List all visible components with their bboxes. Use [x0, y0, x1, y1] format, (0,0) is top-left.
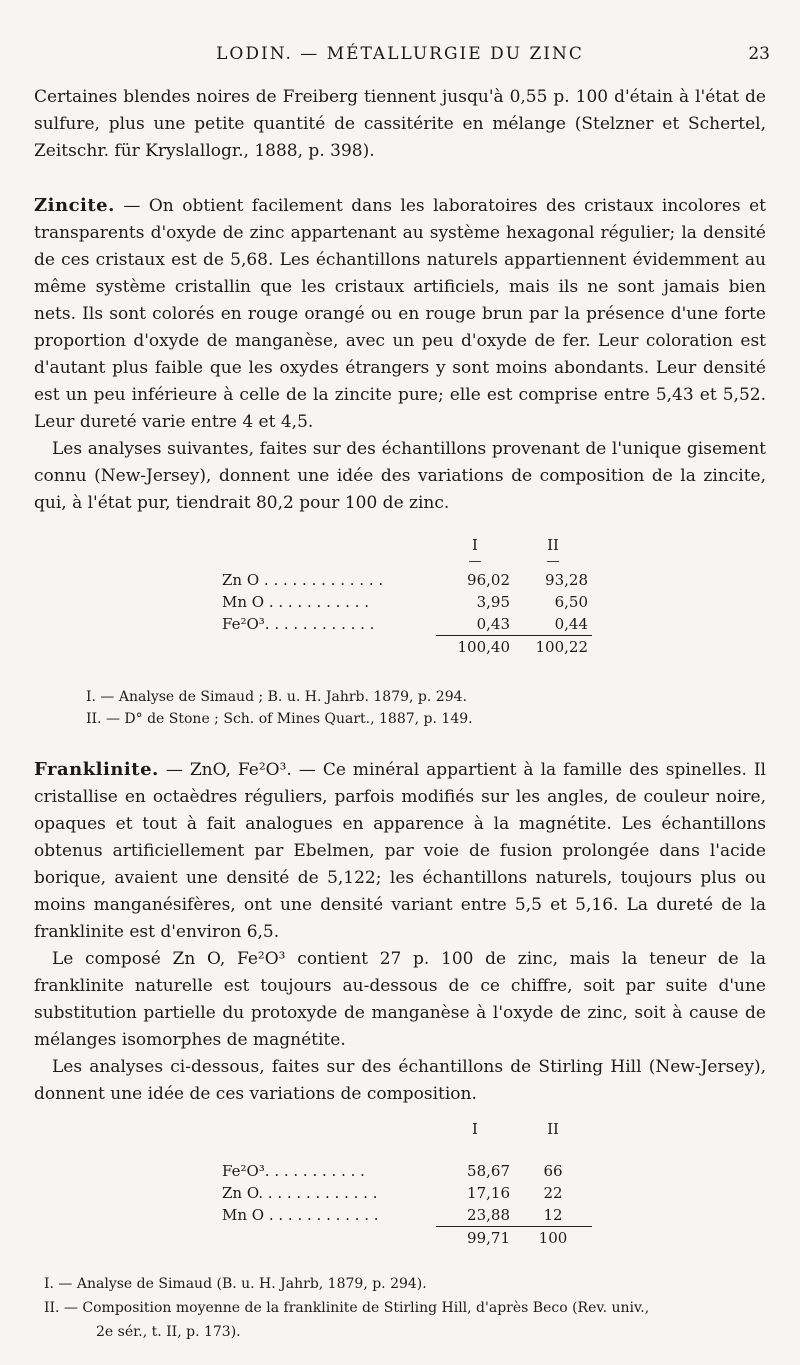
zincite-footnotes: [86, 686, 473, 730]
zincite-dash-2: —: [546, 554, 560, 569]
table-total-row: [218, 636, 592, 659]
franklinite-term: Franklinite.: [34, 759, 159, 780]
table-row: [218, 1160, 592, 1182]
table-total-row: [218, 1227, 592, 1250]
franklinite-paragraph-2: Le composé Zn O, Fe²O³ contient 27 p. 100 de zinc, mais la teneur de la franklinite naturelle est toujours au-dessous de ce chiffre, soit par suite d'une substitution partielle du protoxyde de manganèse à l'oxyde de zinc, soit à cause de mélanges isomorphes de magnétite.: [34, 949, 766, 1050]
zincite-dash-1: —: [468, 554, 482, 569]
row-label: Zn O . . . . . . . . . . . . .: [222, 571, 384, 589]
zincite-paragraph-1-text: — On obtient facilement dans les laboratoires des cristaux incolores et transparents d'oxyde de zinc appartenant au système hexagonal régulier; la densité de ces cristaux est de 5,68. Les échantillons naturels appartiennent évidemment au même système cristallin que les cristaux artificiels, mais ils ne sont jamais bien nets. Ils sont colorés en rouge orangé ou en rouge brun par la présence d'une forte proportion d'oxyde de manganèse, avec un peu d'oxyde de fer. Leur coloration est d'autant plus faible que les oxydes étrangers y sont moins abondants. Leur densité est un peu inférieure à celle de la zincite pure; elle est comprise entre 5,43 et 5,52. Leur dureté varie entre 4 et 4,5.: [34, 196, 766, 432]
row-value: 3,95: [476, 593, 510, 611]
intro-paragraph: Certaines blendes noires de Freiberg tiennent jusqu'à 0,55 p. 100 d'étain à l'état de sulfure, plus une petite quantité de cassitérite en mélange (Stelzner et Schertel, Zeitschr. für Kryslallogr., 1888, p. 398).: [34, 87, 766, 161]
row-label: Mn O . . . . . . . . . . . .: [222, 1206, 379, 1225]
row-label: Fe²O³. . . . . . . . . . . .: [222, 615, 375, 634]
row-label: Zn O. . . . . . . . . . . . .: [222, 1184, 378, 1202]
total-value: 99,71: [436, 1227, 514, 1250]
row-value: 66: [543, 1162, 563, 1180]
footnote: I. — Analyse de Simaud (B. u. H. Jahrb, 1879, p. 294).: [44, 1276, 427, 1292]
row-value: 58,67: [467, 1162, 510, 1180]
table-row: [218, 569, 592, 591]
franklinite-footnotes: [44, 1272, 774, 1344]
total-value: 100: [514, 1227, 592, 1250]
franklinite-col-header-2: II: [547, 1120, 559, 1138]
franklinite-paragraph-1: [34, 756, 766, 946]
zincite-col-header-2: II: [547, 536, 559, 554]
zincite-term: Zincite.: [34, 195, 115, 216]
zincite-paragraph-2: Les analyses suivantes, faites sur des échantillons provenant de l'unique gisement connu (New-Jersey), donnent une idée des variations de composition de la zincite, qui, à l'état pur, tiendrait 80,2 pour 100 de zinc.: [34, 439, 766, 513]
total-value: 100,40: [436, 636, 514, 659]
row-value: 17,16: [467, 1184, 510, 1202]
footnote: I. — Analyse de Simaud ; B. u. H. Jahrb. 1879, p. 294.: [86, 689, 467, 705]
franklinite-col-header-1: I: [472, 1120, 478, 1138]
table-row: [218, 1182, 592, 1204]
row-value: 6,50: [554, 593, 588, 611]
row-label: Fe²O³. . . . . . . . . . .: [222, 1162, 365, 1180]
table-row: [218, 613, 592, 636]
row-value: 96,02: [467, 571, 510, 589]
row-value: 0,44: [554, 615, 588, 633]
row-value: 22: [543, 1184, 563, 1202]
total-value: 100,22: [514, 636, 592, 659]
table-row: [218, 1204, 592, 1227]
row-label: Mn O . . . . . . . . . . .: [222, 593, 369, 611]
footnote: 2e sér., t. II, p. 173).: [96, 1324, 241, 1340]
intro-section: [34, 84, 766, 165]
zincite-analysis-table: [218, 536, 592, 658]
page-number: 23: [748, 44, 770, 64]
table-row: [218, 591, 592, 613]
franklinite-analysis-table: [218, 1120, 592, 1249]
row-value: 12: [543, 1206, 563, 1224]
row-value: 93,28: [545, 571, 588, 589]
franklinite-section: [34, 756, 766, 1108]
running-title: LODIN. — MÉTALLURGIE DU ZINC: [216, 44, 584, 64]
franklinite-paragraph-3: Les analyses ci-dessous, faites sur des échantillons de Stirling Hill (New-Jersey), donnent une idée de ces variations de composition.: [34, 1057, 766, 1104]
footnote: II. — Composition moyenne de la franklinite de Stirling Hill, d'après Beco (Rev. univ.,: [44, 1300, 650, 1316]
row-value: 0,43: [476, 615, 510, 633]
zincite-col-header-1: I: [472, 536, 478, 554]
franklinite-paragraph-1-text: — ZnO, Fe²O³. — Ce minéral appartient à la famille des spinelles. Il cristallise en octaèdres réguliers, parfois modifiés sur les angles, de couleur noire, opaques et tout à fait analogues en apparence à la magnétite. Les échantillons obtenus artificiellement par Ebelmen, par voie de fusion prolongée dans l'acide borique, avaient une densité de 5,122; les échantillons naturels, toujours plus ou moins manganésifères, ont une densité variant entre 5,5 et 5,16. La dureté de la franklinite est d'environ 6,5.: [34, 760, 766, 942]
row-value: 23,88: [467, 1206, 510, 1224]
footnote: II. — D° de Stone ; Sch. of Mines Quart., 1887, p. 149.: [86, 711, 473, 727]
zincite-section: [34, 192, 766, 517]
zincite-paragraph-1: [34, 192, 766, 436]
page-header: [0, 40, 800, 70]
